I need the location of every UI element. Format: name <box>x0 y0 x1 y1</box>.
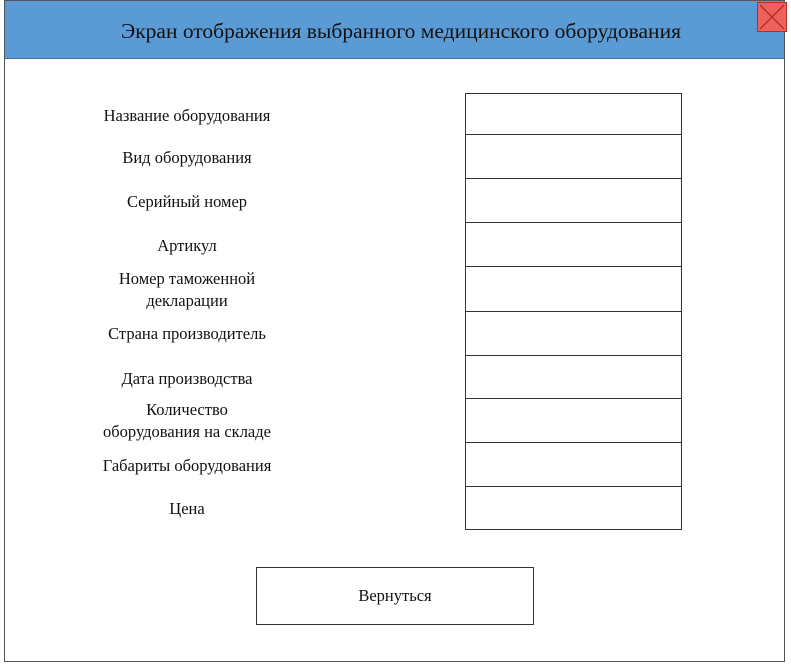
close-icon <box>758 3 786 31</box>
label-serial-number: Серийный номер <box>126 192 248 211</box>
label-stock-quantity <box>37 399 337 443</box>
field-production-date[interactable] <box>465 355 682 399</box>
back-button[interactable]: Вернуться <box>256 567 534 625</box>
field-dimensions[interactable] <box>465 442 682 487</box>
label-stock-quantity-line1: Количество <box>146 400 228 419</box>
label-customs-declaration-line2: декларации <box>146 291 228 310</box>
field-stock-quantity[interactable] <box>465 398 682 443</box>
label-price: Цена <box>169 499 205 518</box>
label-production-date: Дата производства <box>121 369 253 388</box>
window-title: Экран отображения выбранного медицинского оборудования <box>121 19 681 43</box>
close-button[interactable] <box>757 2 787 32</box>
field-equipment-type[interactable] <box>465 134 682 179</box>
label-stock-quantity-line2: оборудования на складе <box>103 422 271 441</box>
label-customs-declaration <box>37 268 337 312</box>
title-bar <box>5 1 784 59</box>
label-customs-declaration-line1: Номер таможенной <box>118 269 256 288</box>
field-country[interactable] <box>465 311 682 356</box>
field-serial-number[interactable] <box>465 178 682 223</box>
field-equipment-name[interactable] <box>465 93 682 135</box>
label-equipment-name: Название оборудования <box>103 106 271 125</box>
label-dimensions: Габариты оборудования <box>102 456 272 475</box>
label-country: Страна производитель <box>108 324 266 343</box>
label-article: Артикул <box>157 236 217 255</box>
label-equipment-type: Вид оборудования <box>122 148 252 167</box>
field-customs-declaration[interactable] <box>465 266 682 312</box>
field-article[interactable] <box>465 222 682 267</box>
field-price[interactable] <box>465 486 682 530</box>
